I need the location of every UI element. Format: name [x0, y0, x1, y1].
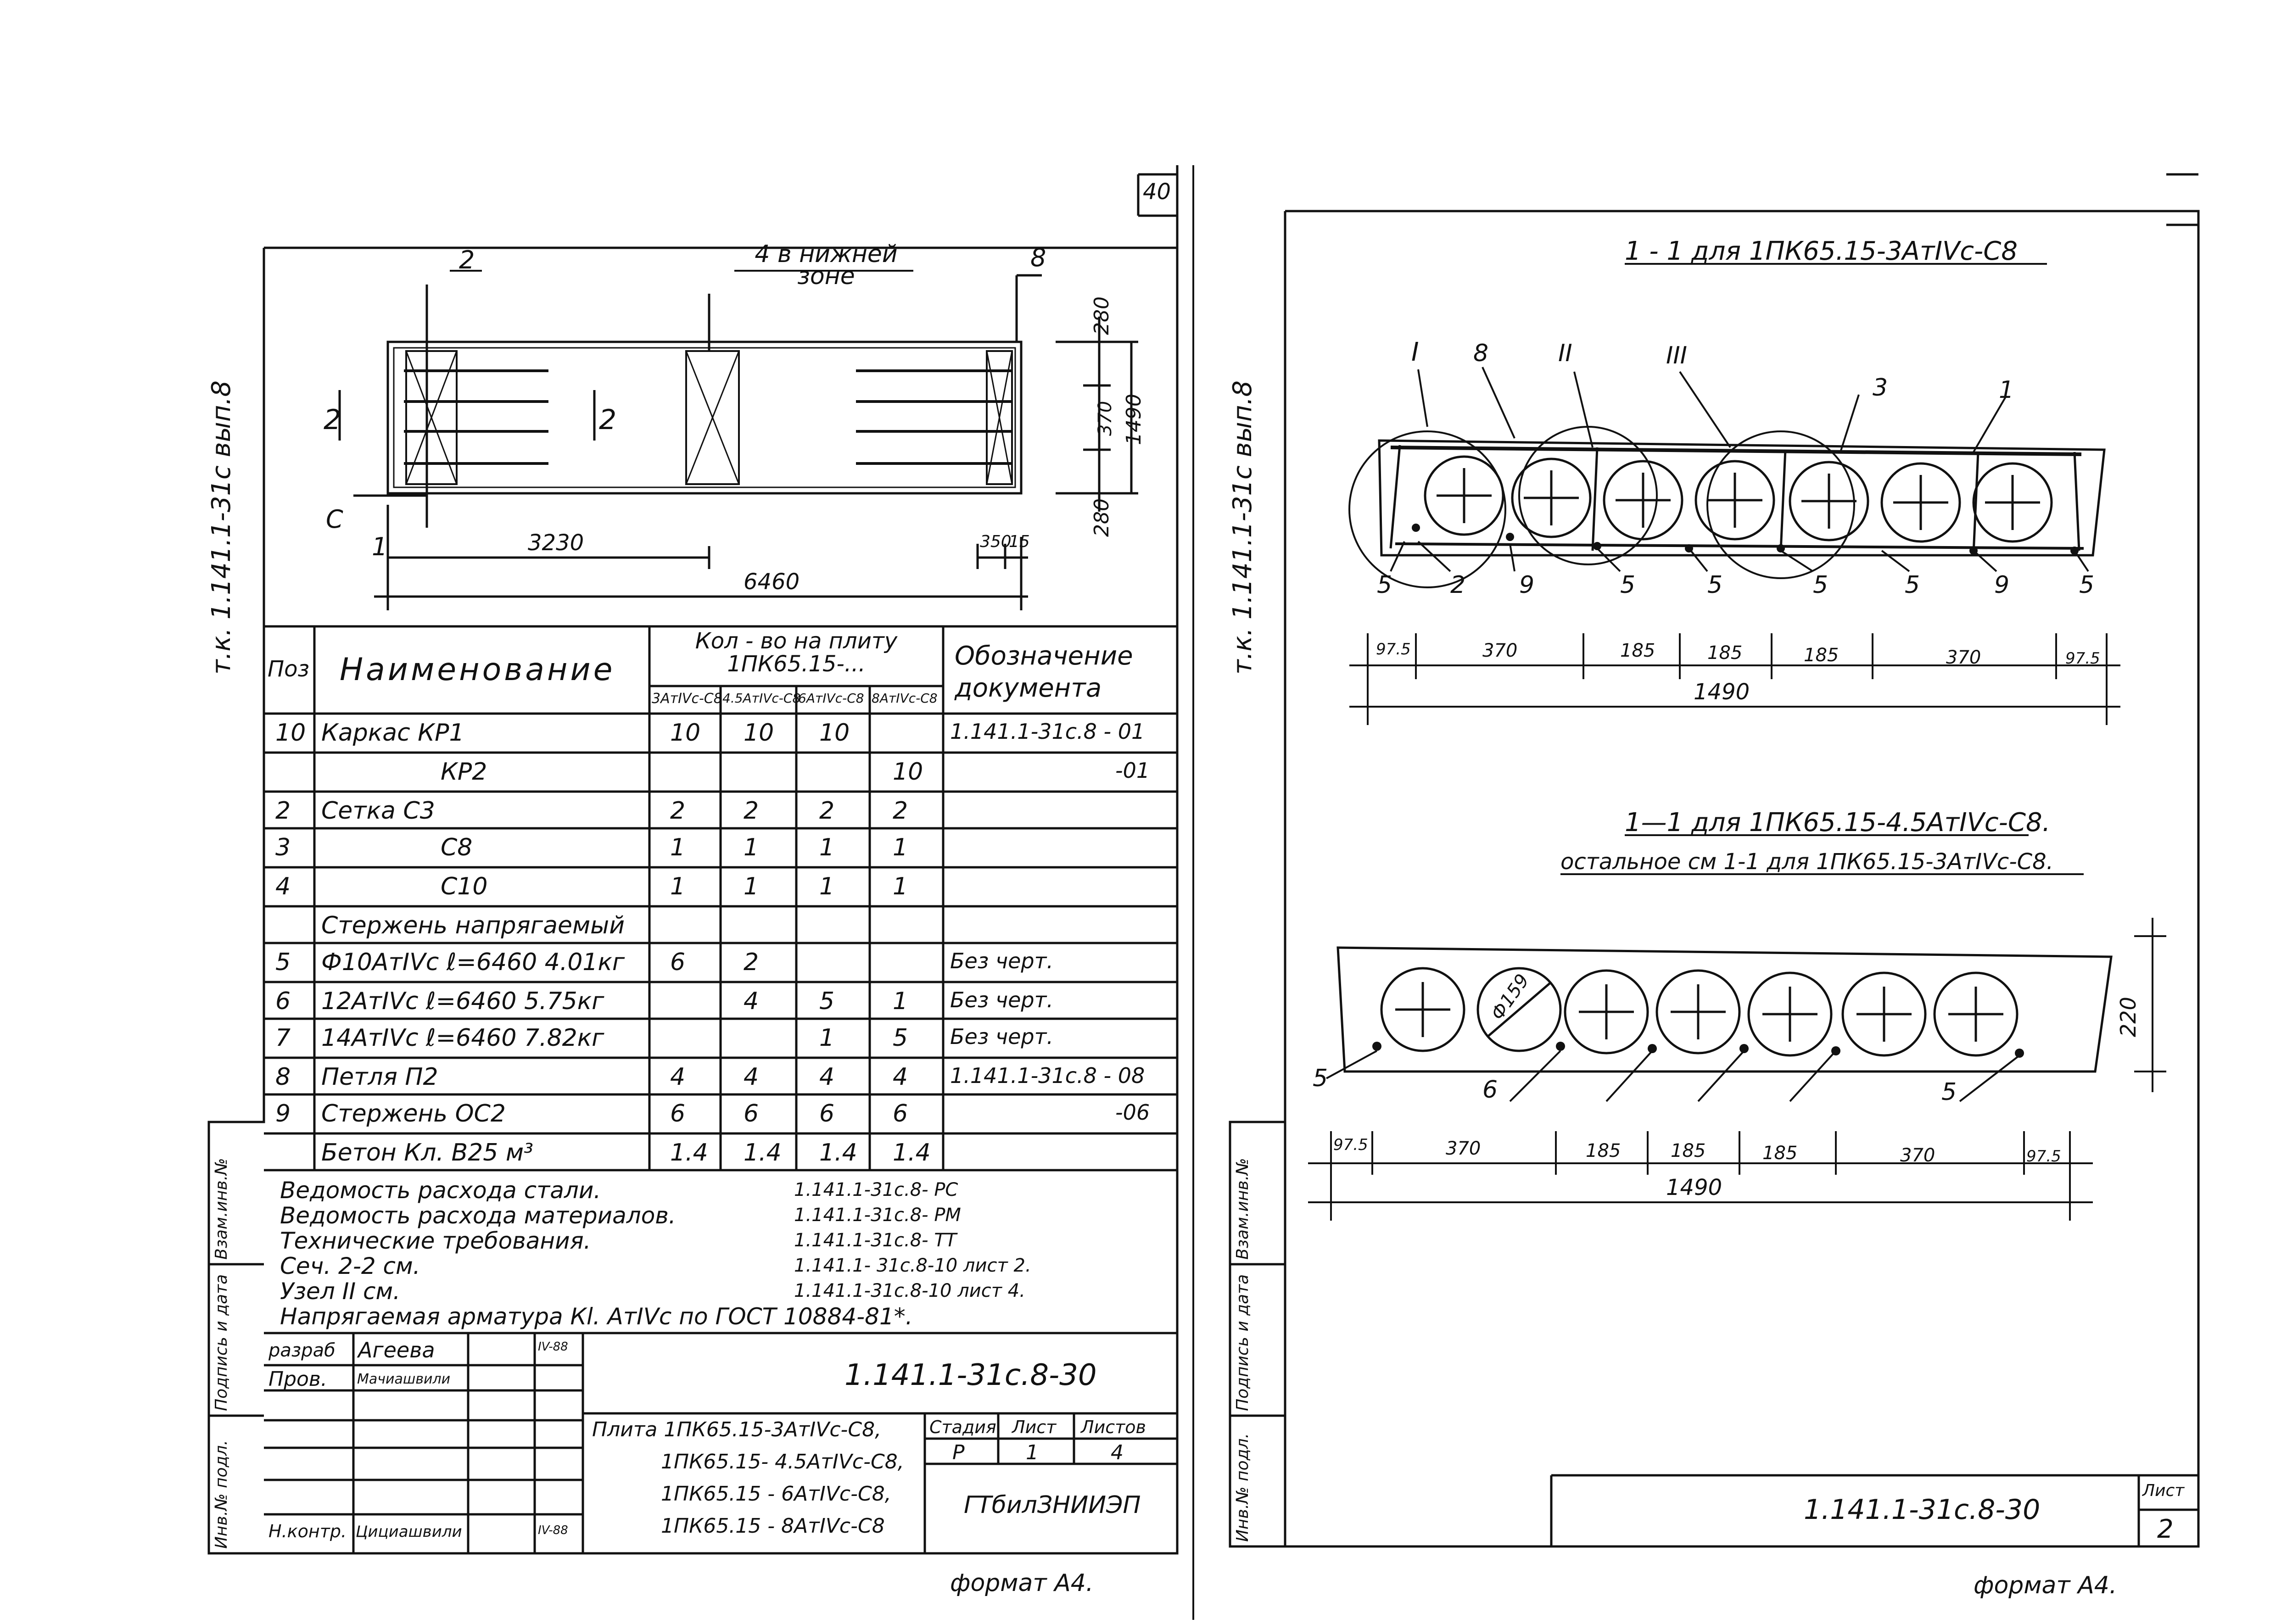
s1-bottom-5d: 5 [1813, 571, 1828, 599]
dim1-185-b: 185 [1707, 642, 1743, 664]
table-cell-qty: 5 [893, 1024, 908, 1052]
table-cell-pos: 3 [275, 834, 291, 861]
dim1-total: 1490 [1694, 679, 1750, 705]
dim2-97-5-left: 97.5 [1333, 1136, 1368, 1154]
s1-bottom-2: 2 [1450, 571, 1466, 599]
qty-col-3: 6АтIVс-С8 [798, 691, 864, 706]
table-cell-qty: 5 [819, 988, 835, 1015]
side-stamp-right-2: Подпись и дата [1233, 1274, 1252, 1411]
table-cell-doc: 1.141.1-31с.8 - 08 [950, 1063, 1145, 1088]
table-cell-qty: 1 [893, 873, 908, 900]
table-cell-qty: 1 [819, 1024, 835, 1052]
dim1-185-a: 185 [1620, 640, 1655, 661]
dim2-185-a: 185 [1586, 1140, 1621, 1161]
table-cell-pos: 6 [275, 988, 291, 1015]
note-text: Узел II см. [280, 1278, 401, 1305]
right-tb-code: 1.141.1-31с.8-30 [1804, 1494, 2041, 1526]
right-tb-sheet-label: Лист [2142, 1481, 2185, 1500]
tb-product-1: Плита 1ПК65.15-3АтIVс-С8, [592, 1418, 882, 1441]
table-cell-qty: 6 [670, 1100, 686, 1127]
callout-4: 4 в нижней зоне [755, 240, 898, 290]
dim2-185-b: 185 [1671, 1140, 1706, 1161]
table-cell-name: Бетон Кл. В25 м³ [321, 1139, 533, 1166]
note-ref: 1.141.1-31с.8-10 лист 4. [794, 1280, 1025, 1301]
side-code-left: т.к. 1.141.1-31с вып.8 [207, 380, 236, 675]
table-cell-name: Сетка С3 [321, 797, 435, 825]
side-stamp-left-3: Взам.инв.№ [212, 1158, 231, 1260]
table-cell-qty: 6 [893, 1100, 908, 1127]
table-cell-qty: 1 [819, 873, 835, 900]
table-cell-qty: 1 [670, 834, 686, 861]
tb-sheet-label: Лист [1012, 1417, 1057, 1437]
dim-280-bot: 280 [1090, 498, 1113, 537]
tb-product-2: 1ПК65.15- 4.5АтIVс-С8, [661, 1450, 904, 1473]
tb-n-kontr-name: Цициашвили [356, 1523, 462, 1541]
table-cell-qty: 1.4 [819, 1139, 857, 1166]
table-cell-qty: 1.4 [893, 1139, 931, 1166]
table-cell-name: С10 [441, 873, 488, 900]
table-cell-name: Петля П2 [321, 1063, 438, 1091]
table-cell-qty: 1 [744, 873, 759, 900]
table-cell-qty: 1 [670, 873, 686, 900]
dim2-185-c: 185 [1762, 1143, 1798, 1164]
table-cell-qty: 1.4 [670, 1139, 708, 1166]
dim-1490: 1490 [1122, 394, 1146, 445]
table-header-qty: Кол - во на плиту 1ПК65.15-... [695, 628, 898, 677]
s1-bottom-5b: 5 [1620, 571, 1636, 599]
table-cell-name: Стержень напрягаемый [321, 912, 625, 939]
dim-3230: 3230 [528, 530, 584, 556]
side-stamp-left-2: Подпись и дата [212, 1274, 231, 1411]
tb-prov-name: Мачиашвили [357, 1371, 451, 1387]
table-cell-qty: 1 [819, 834, 835, 861]
tb-sheets: 4 [1111, 1441, 1124, 1464]
format-left: формат А4. [950, 1569, 1094, 1597]
callout-2: 2 [459, 246, 475, 274]
table-cell-doc: Без черт. [950, 988, 1054, 1012]
table-header-doc: Обозначение документа [955, 641, 1133, 703]
table-cell-qty: 6 [670, 949, 686, 976]
page-number: 40 [1143, 179, 1171, 205]
s1-bottom-9b: 9 [1994, 571, 2010, 599]
s1-label-I: I [1411, 337, 1419, 367]
table-cell-doc: Без черт. [950, 1024, 1054, 1049]
dim1-370-left: 370 [1482, 640, 1518, 661]
s2-label-5a: 5 [1313, 1065, 1328, 1092]
note-text: Ведомость расхода материалов. [280, 1202, 676, 1229]
dim2-370-right: 370 [1900, 1145, 1935, 1166]
tb-n-kontr: Н.контр. [268, 1521, 347, 1541]
s1-label-II: II [1558, 340, 1572, 367]
table-cell-qty: 4 [744, 1063, 759, 1091]
table-cell-qty: 10 [819, 719, 850, 747]
table-cell-qty: 4 [744, 988, 759, 1015]
tb-code: 1.141.1-31с.8-30 [844, 1358, 1097, 1392]
table-cell-pos: 10 [275, 719, 306, 747]
table-cell-qty: 1 [893, 988, 908, 1015]
table-cell-name: Стержень ОС2 [321, 1100, 506, 1127]
side-stamp-right-1: Инв.№ подл. [1233, 1433, 1252, 1542]
note-ref: 1.141.1- 31с.8-10 лист 2. [794, 1255, 1031, 1276]
table-cell-qty: 2 [819, 797, 835, 825]
tb-org: ГТбилЗНИИЭП [964, 1491, 1141, 1519]
dim1-370-right: 370 [1946, 647, 1981, 668]
table-header-name: Наименование [340, 652, 615, 688]
dim1-97-5-left: 97.5 [1376, 640, 1411, 659]
note-text: Технические требования. [280, 1228, 591, 1254]
side-stamp-left-1: Инв.№ подл. [212, 1440, 231, 1549]
s1-bottom-5f: 5 [2079, 571, 2095, 599]
s1-bottom-9a: 9 [1519, 571, 1535, 599]
note-text: Ведомость расхода стали. [280, 1177, 601, 1204]
tb-razrab-date: IV-88 [538, 1340, 568, 1354]
format-right: формат А4. [1974, 1572, 2117, 1599]
side-stamp-right-3: Взам.инв.№ [1233, 1158, 1252, 1260]
s1-label-1: 1 [1999, 376, 2014, 404]
table-cell-doc: 1.141.1-31с.8 - 01 [950, 719, 1145, 744]
tb-razrab-name: Агеева [358, 1338, 435, 1362]
table-cell-qty: 10 [670, 719, 701, 747]
callout-c: С [326, 505, 343, 534]
table-cell-qty: 4 [819, 1063, 835, 1091]
note-text: Сеч. 2-2 см. [280, 1253, 420, 1279]
table-cell-qty: 2 [670, 797, 686, 825]
dim2-370-left: 370 [1446, 1138, 1481, 1159]
s1-bottom-5a: 5 [1377, 571, 1392, 599]
table-cell-pos: 4 [275, 873, 291, 900]
dim2-97-5-right: 97.5 [2026, 1147, 2061, 1166]
table-cell-pos: 2 [275, 797, 291, 825]
tb-sheet: 1 [1026, 1441, 1039, 1464]
table-cell-name: Каркас КР1 [321, 719, 464, 747]
s1-label-8: 8 [1473, 340, 1489, 367]
table-cell-qty: 1 [744, 834, 759, 861]
tb-razrab: разраб [268, 1340, 336, 1361]
s2-label-6: 6 [1482, 1076, 1498, 1104]
table-cell-qty: 10 [893, 758, 923, 786]
table-cell-qty: 4 [893, 1063, 908, 1091]
table-cell-qty: 10 [744, 719, 774, 747]
table-cell-qty: 2 [893, 797, 908, 825]
s2-dim-220: 220 [2116, 997, 2141, 1037]
dim1-97-5-right: 97.5 [2065, 649, 2100, 668]
callout-8: 8 [1030, 243, 1046, 272]
right-tb-sheet: 2 [2157, 1514, 2174, 1544]
table-cell-qty: 2 [744, 797, 759, 825]
note-ref: 1.141.1-31с.8- РМ [794, 1205, 961, 1226]
table-cell-doc: -06 [1115, 1100, 1150, 1125]
section1-title: 1 - 1 для 1ПК65.15-3АтIVс-С8 [1625, 236, 2018, 266]
qty-col-4: 8АтIVс-С8 [872, 691, 938, 706]
table-cell-doc: Без черт. [950, 949, 1054, 973]
tb-stage: Р [952, 1441, 965, 1464]
tb-prov: Пров. [268, 1367, 327, 1391]
table-cell-qty: 1 [893, 834, 908, 861]
side-code-right: т.к. 1.141.1-31с вып.8 [1228, 380, 1258, 675]
table-header-pos: Поз [268, 656, 309, 682]
note-ref: 1.141.1-31с.8- РС [794, 1179, 958, 1200]
table-cell-pos: 8 [275, 1063, 291, 1091]
section2-title: 1—1 для 1ПК65.15-4.5АтIVс-С8. [1625, 808, 2051, 837]
table-cell-qty: 1.4 [744, 1139, 782, 1166]
s1-label-3: 3 [1873, 374, 1888, 402]
note-text: Напрягаемая арматура Кl. АтIVс по ГОСТ 10884-81*. [280, 1303, 913, 1330]
dim2-total: 1490 [1666, 1175, 1722, 1200]
section-2-right: 2 [599, 404, 617, 436]
dim-15: 15 [1009, 532, 1030, 551]
tb-sheets-label: Листов [1081, 1417, 1146, 1437]
table-cell-name: КР2 [441, 758, 487, 786]
table-cell-name: Ф10АтIVс ℓ=6460 4.01кг [321, 949, 625, 976]
qty-col-1: 3АтIVс-С8 [652, 691, 722, 707]
table-cell-qty: 6 [744, 1100, 759, 1127]
s1-bottom-5c: 5 [1707, 571, 1723, 599]
table-cell-qty: 6 [819, 1100, 835, 1127]
dim1-185-c: 185 [1804, 645, 1839, 666]
table-cell-pos: 5 [275, 949, 291, 976]
table-cell-pos: 7 [275, 1024, 291, 1052]
table-cell-name: 14АтIVс ℓ=6460 7.82кг [321, 1024, 604, 1052]
section-2-left: 2 [324, 404, 341, 436]
s2-label-5b: 5 [1941, 1078, 1957, 1106]
tb-product-4: 1ПК65.15 - 8АтIVс-С8 [661, 1514, 885, 1538]
tb-stage-label: Стадия [929, 1417, 996, 1437]
qty-col-2: 4.5АтIVс-С8 [722, 691, 801, 706]
dim-350: 350 [980, 532, 1012, 551]
table-cell-qty: 4 [670, 1063, 686, 1091]
section2-subtitle: остальное см 1-1 для 1ПК65.15-3АтIVс-С8. [1560, 849, 2053, 875]
dim-6460: 6460 [744, 569, 800, 595]
table-cell-name: 12АтIVс ℓ=6460 5.75кг [321, 988, 604, 1015]
s2-phi: Ф159 [1487, 970, 1534, 1024]
note-ref: 1.141.1-31с.8- ТТ [794, 1230, 957, 1251]
tb-product-3: 1ПК65.15 - 6АтIVс-С8, [661, 1482, 891, 1506]
s1-bottom-5e: 5 [1905, 571, 1920, 599]
dim-280-top: 280 [1090, 296, 1113, 335]
table-cell-doc: -01 [1115, 758, 1150, 783]
tb-n-kontr-date: IV-88 [538, 1524, 568, 1537]
table-cell-pos: 9 [275, 1100, 291, 1127]
dim-370: 370 [1095, 401, 1116, 436]
s1-label-III: III [1666, 342, 1688, 369]
table-cell-qty: 2 [744, 949, 759, 976]
table-cell-name: С8 [441, 834, 473, 861]
callout-1: 1 [372, 532, 388, 561]
